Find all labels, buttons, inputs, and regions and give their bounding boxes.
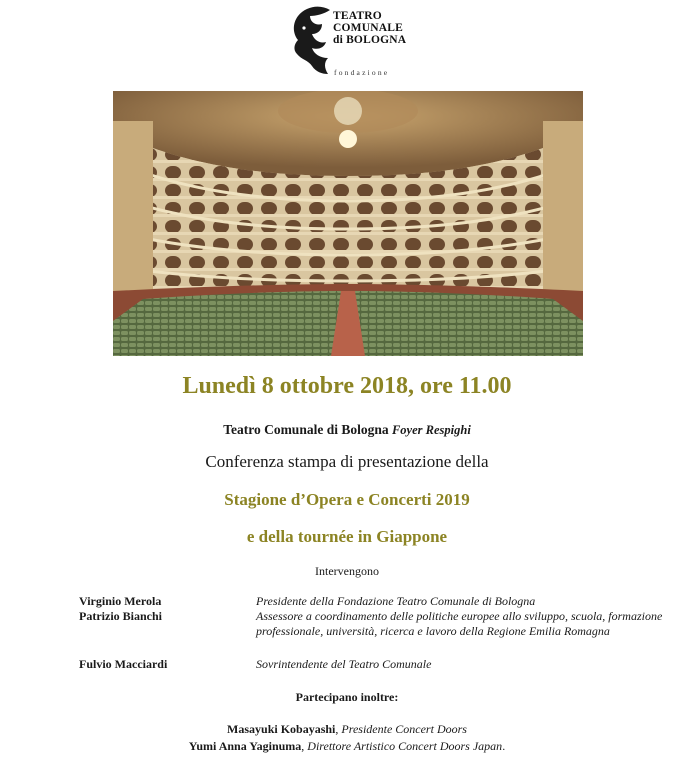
lion-emblem-icon [290,4,336,76]
speaker-name: Fulvio Macciardi [79,657,168,671]
venue-name: Teatro Comunale di Bologna [223,422,389,437]
conference-title: Conferenza stampa di presentazione della [205,452,489,471]
speaker-name: Virginio Merola [79,594,162,608]
venue-line [0,422,694,438]
teatro-logo [290,4,420,80]
logo-line-2: COMUNALE [333,22,403,34]
speakers-heading: Intervengono [315,564,379,578]
logo-line-1: TEATRO [333,10,382,22]
guest-line: Yumi Anna Yaginuma, Direttore Artistico Concert Doors Japan. [188,739,506,753]
speaker-role: Presidente della Fondazione Teatro Comunale di Bologna [256,594,536,608]
tour-title: e della tournée in Giappone [246,527,448,546]
speaker-name: Patrizio Bianchi [79,609,162,623]
speaker-role: Assessore a coordinamento delle politiche europee allo sviluppo, scuola, formazione professionale, università, ricerca e lavoro della Regione Emilia Romagna [256,609,663,638]
speaker-role: Sovrintendente del Teatro Comunale [256,657,432,671]
guest-role: Direttore Artistico Concert Doors Japan [307,739,503,753]
guest-name: Yumi Anna Yaginuma [188,739,302,753]
guest-line: Masayuki Kobayashi, Presidente Concert Doors [227,722,467,736]
guest-name: Masayuki Kobayashi [227,722,336,736]
venue-room: Foyer Respighi [391,423,471,437]
guests-heading: Partecipano inoltre: [295,690,399,704]
logo-subtitle: fondazione [334,68,390,77]
season-title: Stagione d’Opera e Concerti 2019 [224,490,470,509]
logo-line-3: di BOLOGNA [333,34,407,46]
event-date-headline: Lunedì 8 ottobre 2018, ore 11.00 [182,373,512,399]
theatre-interior-image [113,91,583,356]
guest-role: Presidente Concert Doors [341,722,467,736]
